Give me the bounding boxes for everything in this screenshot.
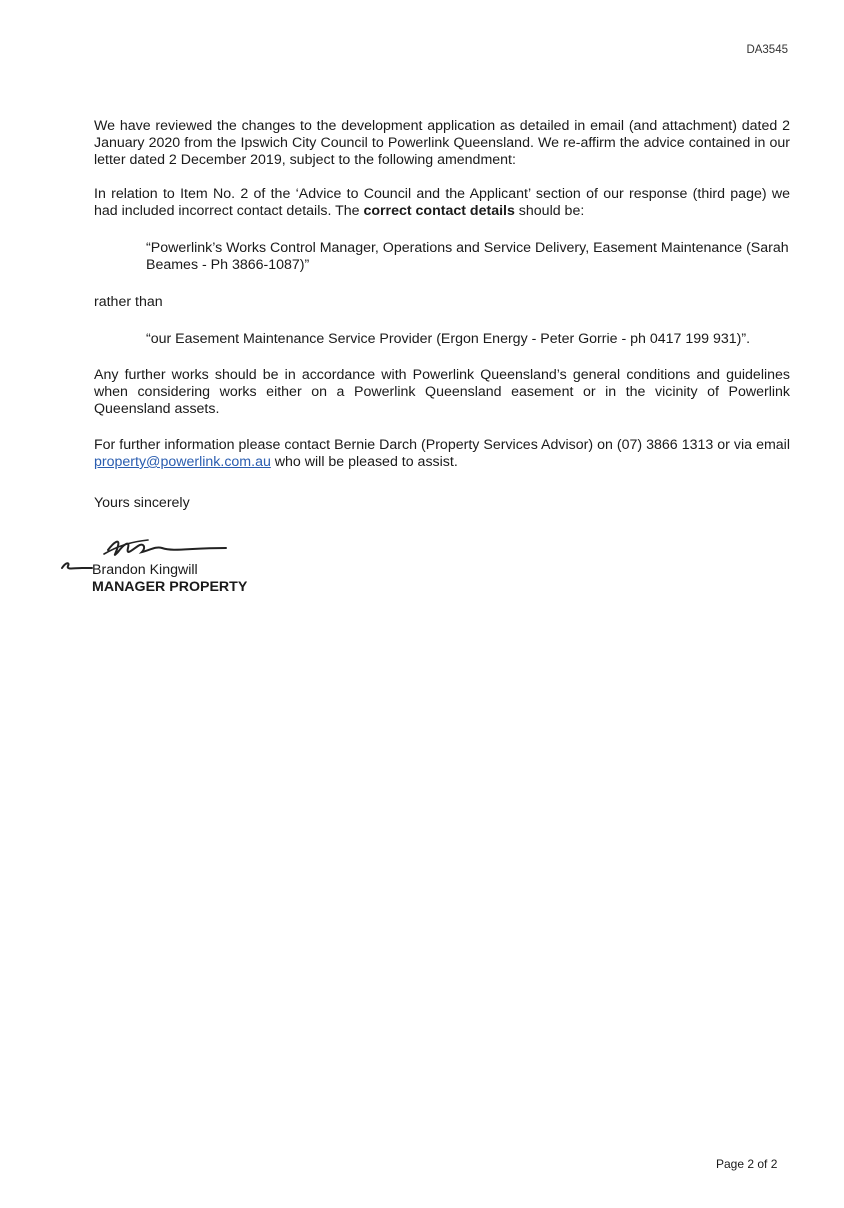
paragraph-item-relation-text-end: should be:: [514, 203, 585, 219]
signer-title: MANAGER PROPERTY: [92, 579, 248, 595]
page-number: Page 2 of 2: [716, 1157, 778, 1171]
closing-salutation: Yours sincerely: [94, 495, 190, 511]
paragraph-further-works: Any further works should be in accordance with Powerlink Queensland’s general conditions and guidelines when considering works either on a Powerlink Queensland easement or in the vicinity of Powerlink Queensland assets.: [94, 367, 790, 417]
correct-contact-details-bold: correct contact details: [363, 203, 515, 219]
signer-name: Brandon Kingwill: [92, 562, 198, 578]
signer-block: [92, 562, 247, 596]
paragraph-review: We have reviewed the changes to the development application as detailed in email (and attachment) dated 2 January 2020 from the Ipswich City Council to Powerlink Queensland. We re-affirm the advice contained in our letter dated 2 December 2019, subject to the following amendment:: [94, 118, 790, 168]
paragraph-rather-than: rather than: [94, 294, 163, 310]
paragraph-item-relation: [94, 186, 790, 220]
paragraph-further-information: [94, 437, 790, 471]
email-link[interactable]: property@powerlink.com.au: [94, 454, 271, 470]
further-info-text-start: For further information please contact Bernie Darch (Property Services Advisor) on (07) 3866 1313 or via email: [94, 437, 790, 453]
document-reference: DA3545: [746, 44, 788, 56]
quote-incorrect-contact: “our Easement Maintenance Service Provider (Ergon Energy - Peter Gorrie - ph 0417 199 931)”.: [146, 331, 751, 347]
letter-body: [94, 118, 790, 520]
quote-correct-contact: “Powerlink’s Works Control Manager, Operations and Service Delivery, Easement Maintenance (Sarah Beames - Ph 3866-1087)”: [146, 240, 789, 273]
paragraph-item-relation-text-start: In relation to Item No. 2 of the ‘Advice to Council and the Applicant’ section of our response (third page) we had included incorrect contact details. The: [94, 186, 790, 219]
further-info-text-end: who will be pleased to assist.: [270, 454, 458, 470]
